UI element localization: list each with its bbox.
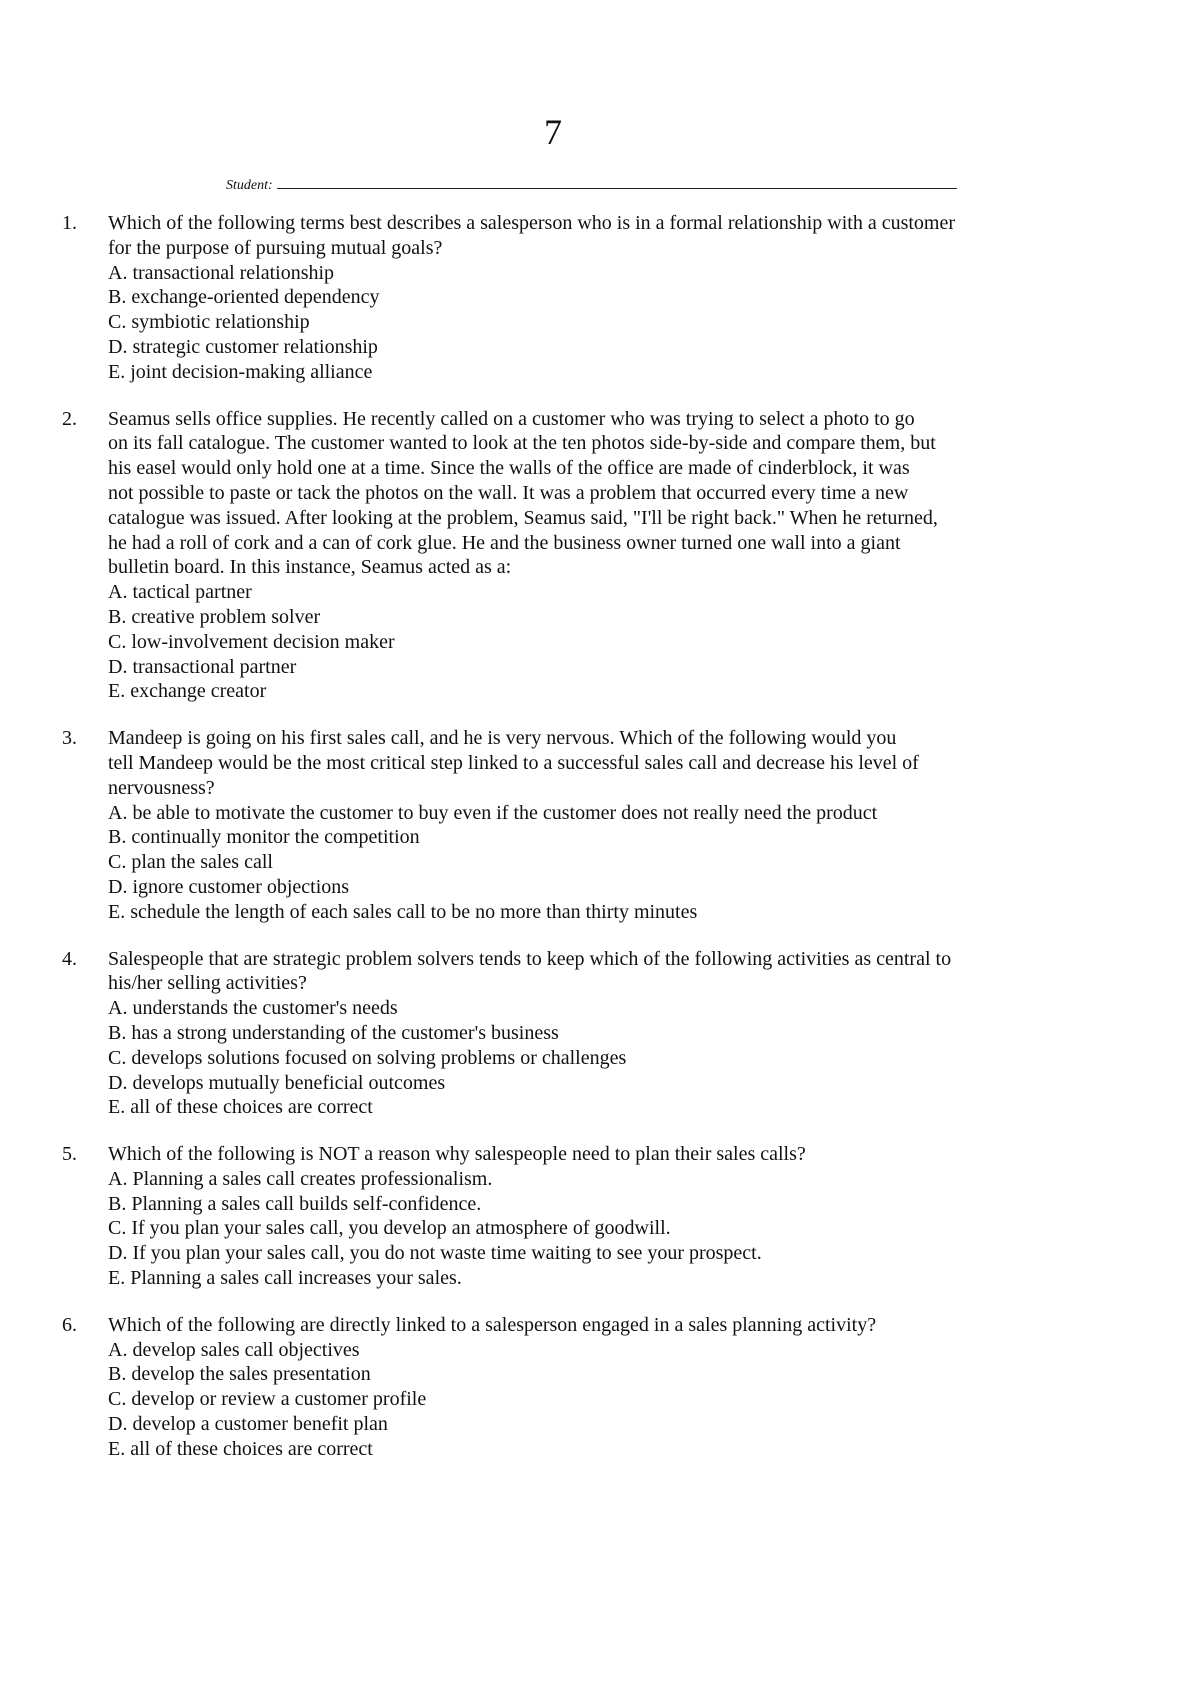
question-6 <box>0 1313 1200 1462</box>
answer-option: D. develops mutually beneficial outcomes <box>108 1071 446 1094</box>
student-label: Student: <box>226 178 273 193</box>
answer-option: B. develop the sales presentation <box>108 1363 371 1386</box>
answer-option: C. If you plan your sales call, you develop an atmosphere of goodwill. <box>108 1217 671 1240</box>
question-stem-line: for the purpose of pursuing mutual goals? <box>108 236 443 259</box>
question-stem-line: Seamus sells office supplies. He recently called on a customer who was trying to select a photo to go <box>108 407 915 430</box>
question-stem-line: Which of the following is NOT a reason why salespeople need to plan their sales calls? <box>108 1143 806 1166</box>
page-number <box>0 112 1200 152</box>
question-stem-line: Salespeople that are strategic problem solvers tends to keep which of the following activities as central to <box>108 947 952 970</box>
question-stem-line: not possible to paste or tack the photos on the wall. It was a problem that occurred every time a new <box>108 481 909 504</box>
question-4 <box>0 947 1200 1121</box>
answer-option: D. transactional partner <box>108 655 297 678</box>
question-stem-line: on its fall catalogue. The customer wanted to look at the ten photos side-by-side and compare them, but <box>108 432 936 455</box>
question-3 <box>0 726 1200 924</box>
answer-option: B. has a strong understanding of the customer's business <box>108 1021 559 1044</box>
question-body <box>108 211 1200 385</box>
question-body <box>108 947 1200 1121</box>
answer-option: B. exchange-oriented dependency <box>108 286 380 309</box>
question-number: 4. <box>62 947 77 970</box>
answer-option: A. develop sales call objectives <box>108 1338 360 1361</box>
question-stem-line: Which of the following are directly linked to a salesperson engaged in a sales planning activity? <box>108 1313 877 1336</box>
student-name-blank <box>277 174 957 189</box>
answer-option: D. If you plan your sales call, you do not waste time waiting to see your prospect. <box>108 1242 762 1265</box>
question-stem-line: nervousness? <box>108 776 215 799</box>
answer-option: C. symbiotic relationship <box>108 311 310 334</box>
page-number-text: 7 <box>544 112 562 152</box>
question-stem-line: he had a roll of cork and a can of cork glue. He and the business owner turned one wall into a giant <box>108 531 901 554</box>
answer-option: A. Planning a sales call creates professionalism. <box>108 1167 493 1190</box>
answer-option: E. Planning a sales call increases your sales. <box>108 1267 462 1290</box>
answer-option: A. transactional relationship <box>108 261 335 284</box>
answer-option: D. strategic customer relationship <box>108 335 378 358</box>
answer-option: B. continually monitor the competition <box>108 826 420 849</box>
question-number: 5. <box>62 1143 77 1166</box>
question-2 <box>0 407 1200 705</box>
answer-option: A. understands the customer's needs <box>108 997 398 1020</box>
question-list <box>0 211 1200 1484</box>
answer-option: E. joint decision-making alliance <box>108 360 373 383</box>
question-stem-line: catalogue was issued. After looking at the problem, Seamus said, "I'll be right back." When he returned, <box>108 506 938 529</box>
answer-option: D. develop a customer benefit plan <box>108 1413 388 1436</box>
question-stem-line: his/her selling activities? <box>108 972 307 995</box>
answer-option: B. Planning a sales call builds self-confidence. <box>108 1192 482 1215</box>
question-number: 6. <box>62 1313 77 1336</box>
answer-option: E. all of these choices are correct <box>108 1437 373 1460</box>
answer-option: C. plan the sales call <box>108 851 273 874</box>
question-body <box>108 1313 1200 1462</box>
question-body <box>108 407 1200 705</box>
question-body <box>108 1142 1200 1291</box>
answer-option: C. develops solutions focused on solving problems or challenges <box>108 1046 627 1069</box>
question-5 <box>0 1142 1200 1291</box>
answer-option: C. low-involvement decision maker <box>108 630 395 653</box>
question-stem-line: Mandeep is going on his first sales call, and he is very nervous. Which of the following would you <box>108 727 897 750</box>
answer-option: D. ignore customer objections <box>108 875 350 898</box>
student-name-field <box>226 174 957 196</box>
answer-option: B. creative problem solver <box>108 605 321 628</box>
question-stem-line: tell Mandeep would be the most critical step linked to a successful sales call and decrease his level of <box>108 751 919 774</box>
question-body <box>108 726 1200 924</box>
answer-option: A. tactical partner <box>108 581 252 604</box>
question-stem-line: bulletin board. In this instance, Seamus acted as a: <box>108 556 512 579</box>
question-stem-line: Which of the following terms best describes a salesperson who is in a formal relationship with a customer <box>108 212 956 234</box>
answer-option: A. be able to motivate the customer to buy even if the customer does not really need the product <box>108 801 878 824</box>
question-number: 3. <box>62 727 77 750</box>
question-1 <box>0 211 1200 385</box>
answer-option: C. develop or review a customer profile <box>108 1388 427 1411</box>
question-stem-line: his easel would only hold one at a time. Since the walls of the office are made of cinderblock, it was <box>108 457 910 480</box>
answer-option: E. exchange creator <box>108 680 267 703</box>
answer-option: E. schedule the length of each sales call to be no more than thirty minutes <box>108 900 698 923</box>
answer-option: E. all of these choices are correct <box>108 1096 373 1119</box>
question-number: 1. <box>62 212 77 234</box>
question-number: 2. <box>62 407 77 430</box>
